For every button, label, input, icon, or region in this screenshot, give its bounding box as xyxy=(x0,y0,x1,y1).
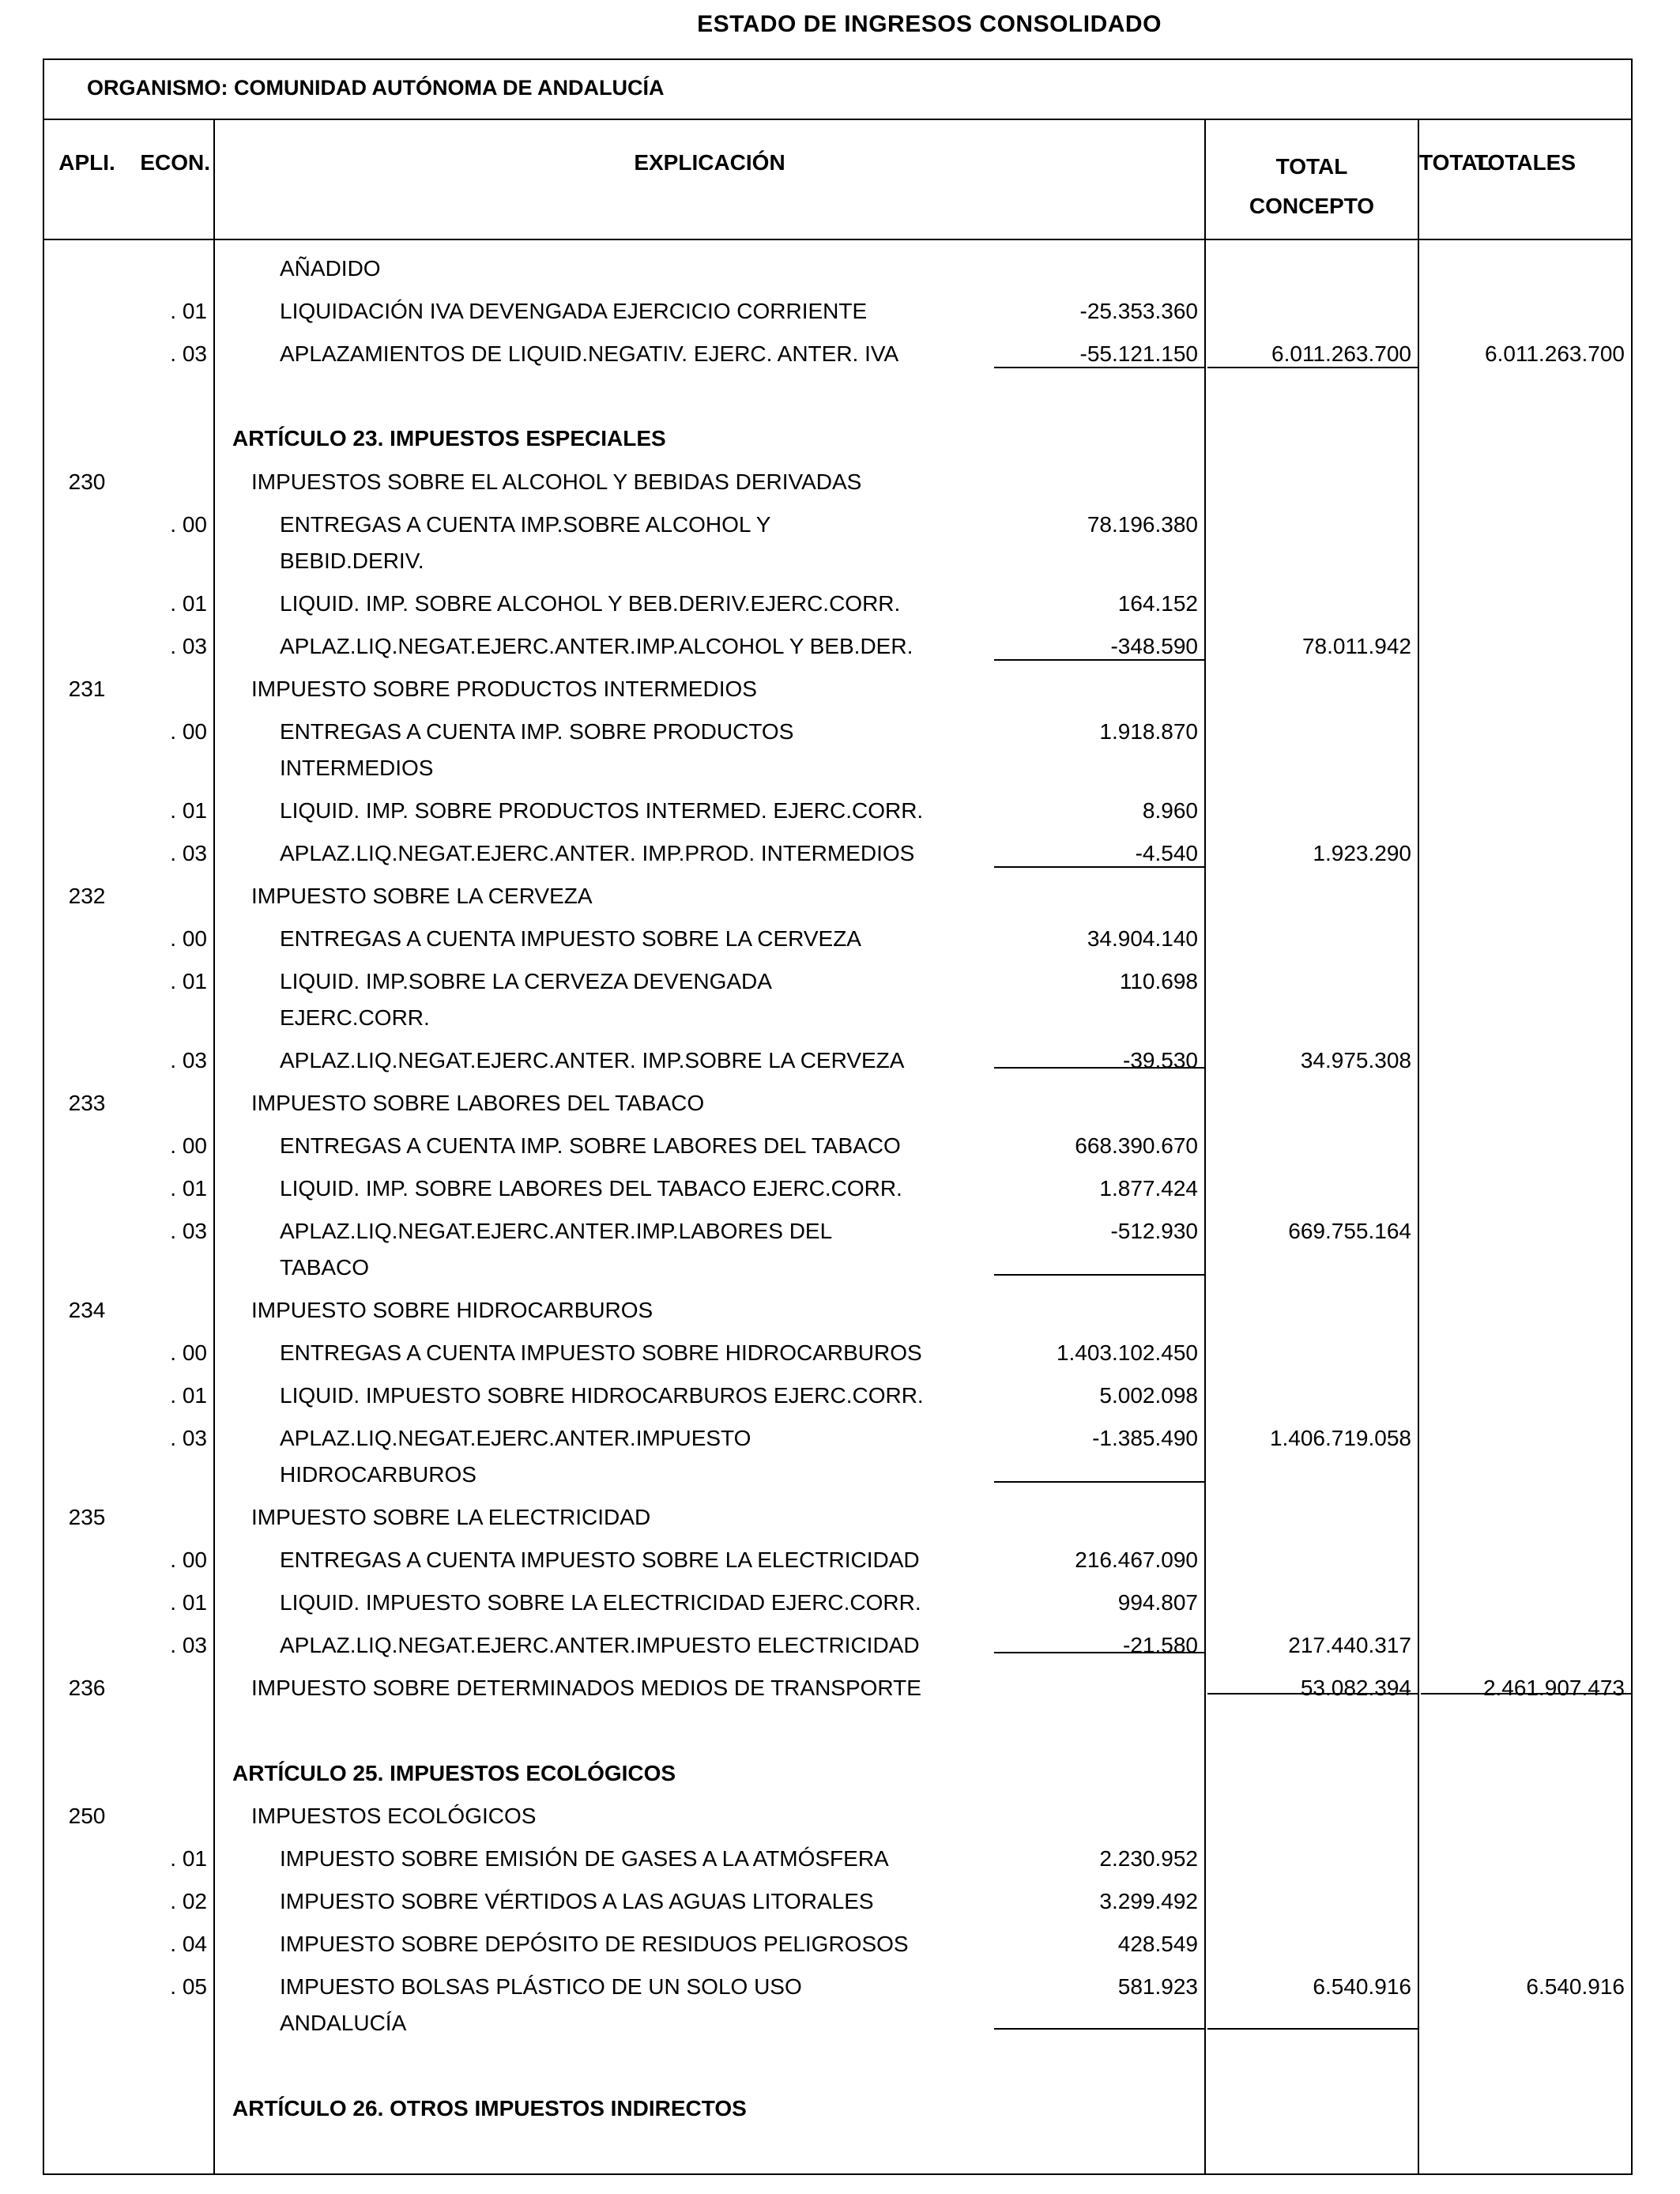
table-row xyxy=(0,2009,1680,2049)
econ-cell: . 01 xyxy=(170,591,207,616)
subtotal-rule xyxy=(994,1067,1204,1069)
subtotal-rule xyxy=(1421,1693,1631,1695)
amount-cell: 34.904.140 xyxy=(1087,926,1198,951)
description-cell: IMPUESTO SOBRE EMISIÓN DE GASES A LA ATMÓSFERA xyxy=(280,1846,889,1871)
description-cell: ENTREGAS A CUENTA IMP. SOBRE LABORES DEL TABACO xyxy=(280,1133,901,1158)
description-cell: TABACO xyxy=(280,1255,370,1280)
table-row xyxy=(0,797,1680,836)
header-divider-2 xyxy=(43,239,1633,240)
subtotal-rule xyxy=(1207,1693,1418,1695)
header-econ: ECON. xyxy=(140,150,210,175)
description-cell: IMPUESTO SOBRE HIDROCARBUROS xyxy=(251,1298,654,1322)
amount-cell: 78.196.380 xyxy=(1087,512,1198,537)
concept-row xyxy=(0,1296,1680,1336)
description-cell: APLAZ.LIQ.NEGAT.EJERC.ANTER.IMPUESTO xyxy=(280,1426,751,1450)
description-cell: LIQUID. IMP. SOBRE PRODUCTOS INTERMED. EJERC.CORR. xyxy=(280,798,924,823)
subtotal-rule xyxy=(1207,2028,1418,2030)
econ-cell: . 03 xyxy=(170,1048,207,1072)
description-cell: APLAZ.LIQ.NEGAT.EJERC.ANTER.IMPUESTO ELECTRICIDAD xyxy=(280,1633,920,1657)
econ-cell: . 00 xyxy=(170,719,207,744)
amount-cell: -1.385.490 xyxy=(1092,1426,1198,1450)
description-cell: ENTREGAS A CUENTA IMPUESTO SOBRE HIDROCARBUROS xyxy=(280,1340,922,1365)
econ-cell: . 01 xyxy=(170,1590,207,1615)
table-row xyxy=(0,1217,1680,1257)
concept-row xyxy=(0,1802,1680,1842)
table-row xyxy=(0,718,1680,757)
table-row xyxy=(0,1589,1680,1628)
description-cell: IMPUESTO SOBRE DETERMINADOS MEDIOS DE TRANSPORTE xyxy=(251,1676,921,1700)
amount-cell: 164.152 xyxy=(1117,591,1198,616)
description-cell: BEBID.DERIV. xyxy=(280,548,424,573)
subtotal-rule xyxy=(994,367,1204,368)
amount-cell: -25.353.360 xyxy=(1079,299,1198,323)
econ-cell: . 02 xyxy=(170,1889,207,1913)
header-divider-1 xyxy=(43,119,1633,120)
apli-cell: 231 xyxy=(68,677,106,701)
description-cell: INTERMEDIOS xyxy=(280,756,434,780)
amount-cell: 1.403.102.450 xyxy=(1056,1340,1198,1365)
table-row xyxy=(0,632,1680,672)
description-cell: HIDROCARBUROS xyxy=(280,1462,477,1487)
amount-cell: 668.390.670 xyxy=(1075,1133,1198,1158)
apli-cell: 233 xyxy=(68,1091,106,1115)
econ-cell: . 03 xyxy=(170,841,207,865)
table-row xyxy=(0,340,1680,379)
total-concepto-cell: 78.011.942 xyxy=(1301,634,1411,658)
subtotal-rule xyxy=(994,866,1204,868)
econ-cell: . 03 xyxy=(170,634,207,658)
subtotal-rule xyxy=(994,1481,1204,1483)
apli-cell: 235 xyxy=(68,1505,106,1529)
description-cell: LIQUID. IMP. SOBRE ALCOHOL Y BEB.DERIV.EJERC.CORR. xyxy=(280,591,901,616)
totales-cell: 6.540.916 xyxy=(1526,1974,1625,1999)
header-total-concepto-text-1: TOTAL xyxy=(1275,154,1348,179)
concept-row xyxy=(0,675,1680,714)
table-row xyxy=(0,1631,1680,1671)
description-cell: APLAZ.LIQ.NEGAT.EJERC.ANTER.IMP.ALCOHOL Y BEB.DER. xyxy=(280,634,913,658)
econ-cell: . 01 xyxy=(170,969,207,993)
article-row xyxy=(0,2094,1680,2134)
econ-cell: . 03 xyxy=(170,341,207,366)
econ-cell: . 01 xyxy=(170,798,207,823)
description-cell: LIQUID. IMP. SOBRE LABORES DEL TABACO EJERC.CORR. xyxy=(280,1176,902,1201)
description-cell: IMPUESTO SOBRE VÉRTIDOS A LAS AGUAS LITORALES xyxy=(280,1889,874,1913)
table-row xyxy=(0,1461,1680,1500)
description-cell: LIQUID. IMP.SOBRE LA CERVEZA DEVENGADA xyxy=(280,969,772,993)
description-cell: ENTREGAS A CUENTA IMPUESTO SOBRE LA CERVEZA xyxy=(280,926,861,951)
table-row xyxy=(0,1382,1680,1421)
concept-row xyxy=(0,1089,1680,1129)
table-row xyxy=(0,511,1680,550)
table-row xyxy=(0,967,1680,1007)
table-row xyxy=(0,1424,1680,1464)
econ-cell: . 00 xyxy=(170,926,207,951)
description-cell: LIQUID. IMPUESTO SOBRE LA ELECTRICIDAD EJERC.CORR. xyxy=(280,1590,921,1615)
description-cell: IMPUESTO SOBRE LA ELECTRICIDAD xyxy=(251,1505,651,1529)
amount-cell: 2.230.952 xyxy=(1099,1846,1198,1871)
subtotal-rule xyxy=(994,1274,1204,1276)
description-cell: AÑADIDO xyxy=(280,256,381,281)
header-total-concepto xyxy=(1206,150,1418,223)
amount-cell: -39.530 xyxy=(1123,1048,1198,1072)
table-row xyxy=(0,839,1680,879)
table-row xyxy=(0,547,1680,586)
total-concepto-cell: 34.975.308 xyxy=(1300,1048,1411,1072)
amount-cell: 216.467.090 xyxy=(1075,1547,1198,1572)
description-cell: APLAZAMIENTOS DE LIQUID.NEGATIV. EJERC. ANTER. IVA xyxy=(280,341,899,366)
subtotal-rule xyxy=(994,1652,1204,1653)
subtotal-rule xyxy=(1207,367,1418,368)
header-totales: TOTALES xyxy=(1474,150,1576,175)
table-row xyxy=(0,1546,1680,1585)
table-row xyxy=(0,1004,1680,1043)
table-row xyxy=(0,1132,1680,1171)
description-cell: LIQUIDACIÓN IVA DEVENGADA EJERCICIO CORRIENTE xyxy=(280,299,868,323)
table-row xyxy=(0,1887,1680,1927)
table-row xyxy=(0,590,1680,629)
description-cell: EJERC.CORR. xyxy=(280,1005,430,1030)
econ-cell: . 00 xyxy=(170,1547,207,1572)
econ-cell: . 00 xyxy=(170,1133,207,1158)
concept-row xyxy=(0,468,1680,507)
econ-cell: . 04 xyxy=(170,1932,207,1956)
table-row xyxy=(0,1174,1680,1214)
article-row xyxy=(0,1759,1680,1799)
total-concepto-cell: 217.440.317 xyxy=(1288,1633,1411,1657)
total-concepto-cell: 53.082.394 xyxy=(1300,1676,1411,1700)
description-cell: ARTÍCULO 26. OTROS IMPUESTOS INDIRECTOS xyxy=(232,2096,747,2120)
description-cell: APLAZ.LIQ.NEGAT.EJERC.ANTER. IMP.SOBRE LA CERVEZA xyxy=(280,1048,905,1072)
description-cell: APLAZ.LIQ.NEGAT.EJERC.ANTER.IMP.LABORES DEL xyxy=(280,1219,833,1243)
econ-cell: . 01 xyxy=(170,1846,207,1871)
amount-cell: -512.930 xyxy=(1110,1219,1198,1243)
table-row xyxy=(0,254,1680,294)
amount-cell: 3.299.492 xyxy=(1099,1889,1198,1913)
header-total-concepto-text-2: CONCEPTO xyxy=(1249,194,1375,218)
amount-cell: 110.698 xyxy=(1119,969,1198,993)
description-cell: IMPUESTOS ECOLÓGICOS xyxy=(251,1804,537,1828)
econ-cell: . 01 xyxy=(170,1383,207,1408)
description-cell: ANDALUCÍA xyxy=(280,2011,407,2035)
subtotal-rule xyxy=(994,2028,1204,2030)
total-concepto-cell: 6.011.263.700 xyxy=(1271,341,1411,366)
description-cell: IMPUESTO SOBRE LABORES DEL TABACO xyxy=(251,1091,705,1115)
header-explicacion: EXPLICACIÓN xyxy=(634,150,785,175)
amount-cell: 1.918.870 xyxy=(1099,719,1198,744)
table-row xyxy=(0,925,1680,964)
description-cell: IMPUESTOS SOBRE EL ALCOHOL Y BEBIDAS DERIVADAS xyxy=(251,469,862,494)
description-cell: IMPUESTO BOLSAS PLÁSTICO DE UN SOLO USO xyxy=(280,1974,802,1999)
description-cell: ENTREGAS A CUENTA IMP. SOBRE PRODUCTOS xyxy=(280,719,794,744)
econ-cell: . 00 xyxy=(170,512,207,537)
totales-cell: 2.461.907.473 xyxy=(1482,1676,1625,1700)
amount-cell: 581.923 xyxy=(1117,1974,1198,1999)
amount-cell: -4.540 xyxy=(1135,841,1198,865)
apli-cell: 236 xyxy=(68,1676,106,1700)
organismo-label: ORGANISMO: COMUNIDAD AUTÓNOMA DE ANDALUCÍA xyxy=(87,76,665,100)
description-cell: ENTREGAS A CUENTA IMP.SOBRE ALCOHOL Y xyxy=(280,512,771,537)
description-cell: ARTÍCULO 23. IMPUESTOS ESPECIALES xyxy=(232,426,666,450)
amount-cell: -21.580 xyxy=(1123,1633,1198,1657)
amount-cell: 1.877.424 xyxy=(1099,1176,1198,1201)
amount-cell: -348.590 xyxy=(1110,634,1198,658)
concept-row xyxy=(0,1503,1680,1543)
total-concepto-cell: 6.540.916 xyxy=(1313,1974,1411,1999)
table-row xyxy=(0,1930,1680,1970)
description-cell: LIQUID. IMPUESTO SOBRE HIDROCARBUROS EJERC.CORR. xyxy=(280,1383,924,1408)
page-title: ESTADO DE INGRESOS CONSOLIDADO xyxy=(697,11,1162,37)
apli-cell: 232 xyxy=(68,884,106,908)
econ-cell: . 00 xyxy=(170,1340,207,1365)
apli-cell: 234 xyxy=(68,1298,106,1322)
total-concepto-cell: 669.755.164 xyxy=(1288,1219,1411,1243)
description-cell: IMPUESTO SOBRE DEPÓSITO DE RESIDUOS PELIGROSOS xyxy=(280,1932,909,1956)
econ-cell: . 05 xyxy=(170,1974,207,1999)
total-concepto-cell: 1.406.719.058 xyxy=(1269,1426,1411,1450)
description-cell: IMPUESTO SOBRE LA CERVEZA xyxy=(251,884,593,908)
description-cell: ENTREGAS A CUENTA IMPUESTO SOBRE LA ELECTRICIDAD xyxy=(280,1547,920,1572)
amount-cell: -55.121.150 xyxy=(1079,341,1198,366)
description-cell: IMPUESTO SOBRE PRODUCTOS INTERMEDIOS xyxy=(251,677,757,701)
total-concepto-cell: 1.923.290 xyxy=(1313,841,1411,865)
table-row xyxy=(0,1253,1680,1293)
article-row xyxy=(0,424,1680,464)
table-row xyxy=(0,1973,1680,2012)
table-row xyxy=(0,1339,1680,1378)
description-cell: ARTÍCULO 25. IMPUESTOS ECOLÓGICOS xyxy=(232,1761,676,1785)
table-row xyxy=(0,1845,1680,1884)
econ-cell: . 01 xyxy=(170,1176,207,1201)
apli-cell: 230 xyxy=(68,469,106,494)
econ-cell: . 01 xyxy=(170,299,207,323)
econ-cell: . 03 xyxy=(170,1633,207,1657)
description-cell: APLAZ.LIQ.NEGAT.EJERC.ANTER. IMP.PROD. INTERMEDIOS xyxy=(280,841,915,865)
table-row xyxy=(0,297,1680,337)
econ-cell: . 03 xyxy=(170,1426,207,1450)
table-row xyxy=(0,754,1680,794)
amount-cell: 994.807 xyxy=(1117,1590,1198,1615)
totales-cell: 6.011.263.700 xyxy=(1485,341,1625,366)
concept-row xyxy=(0,882,1680,922)
subtotal-rule xyxy=(994,659,1204,661)
econ-cell: . 03 xyxy=(170,1219,207,1243)
amount-cell: 5.002.098 xyxy=(1099,1383,1198,1408)
amount-cell: 8.960 xyxy=(1142,798,1198,823)
amount-cell: 428.549 xyxy=(1117,1932,1198,1956)
apli-cell: 250 xyxy=(68,1804,106,1828)
table-row xyxy=(0,1046,1680,1086)
header-apli: APLI. xyxy=(58,150,115,175)
